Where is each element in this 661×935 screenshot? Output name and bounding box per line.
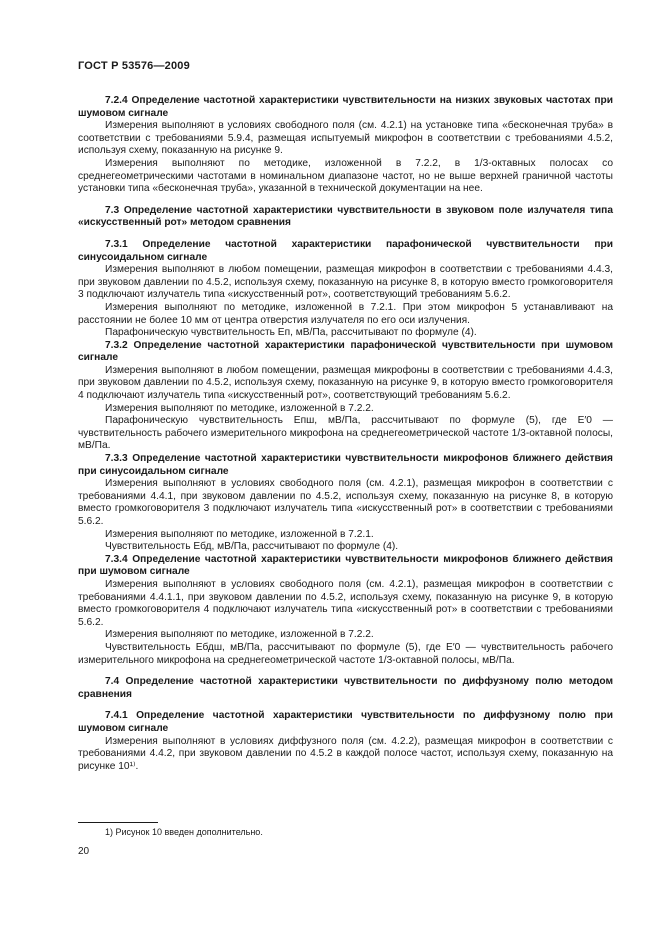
document-body <box>78 95 613 773</box>
paragraph: Парафоническую чувствительность Eпш, мВ/Па, рассчитывают по формуле (5), где E′0 — чувствительность рабочего измерительного микрофона на среднегеометрической частоте 1/3-октавной полосы, мВ/Па. <box>78 415 613 452</box>
paragraph: Измерения выполняют по методике, изложенной в 7.2.1. При этом микрофон 5 устанавливают на расстоянии не более 10 мм от центра отверстия излучателя по его оси излучения. <box>78 301 613 326</box>
paragraph: Измерения выполняют по методике, изложенной в 7.2.1. <box>105 528 374 540</box>
paragraph: Измерения выполняют в условиях свободного поля (см. 4.2.1), размещая микрофон в соответствии с требованиями 4.4.1, при звуковом давлении по 4.5.2, используя схему, показанную на рисунке 8, в которую вместо громкоговорителя 3 подключают излучатель типа «искусственный рот» в соответствии с требованиями 5.6.2. <box>78 478 613 527</box>
footnote-mark: 1) <box>105 827 114 837</box>
section-heading-7-3-3: 7.3.3 Определение частотной характеристики чувствительности микрофонов ближнего действия при синусоидальном сигнале <box>78 453 613 477</box>
paragraph: Чувствительность Eбдш, мВ/Па, рассчитывают по формуле (5), где E′0 — чувствительность рабочего измерительного микрофона на среднегеометрической частоте 1/3-октавной полосы, мВ/Па. <box>78 641 613 666</box>
section-heading-7-2-4: 7.2.4 Определение частотной характеристики чувствительности на низких звуковых частотах при шумовом сигнале <box>78 95 613 119</box>
paragraph: Измерения выполняют по методике, изложенной в 7.2.2. <box>105 629 374 641</box>
paragraph: Измерения выполняют по методике, изложенной в 7.2.2. <box>105 402 374 414</box>
paragraph: Чувствительность Eбд, мВ/Па, рассчитывают по формуле (4). <box>105 541 399 553</box>
section-heading-7-3-4: 7.3.4 Определение частотной характеристики чувствительности микрофонов ближнего действия при шумовом сигнале <box>78 553 613 578</box>
document-header: ГОСТ Р 53576—2009 <box>78 60 190 72</box>
section-heading-7-4: 7.4 Определение частотной характеристики чувствительности по диффузному полю методом сравнения <box>78 676 613 700</box>
footnote-divider <box>78 822 158 823</box>
footnote-text: Рисунок 10 введен дополнительно. <box>115 827 263 837</box>
section-heading-7-4-1: 7.4.1 Определение частотной характеристики чувствительности по диффузному полю при шумовом сигнале <box>78 710 613 734</box>
paragraph: Измерения выполняют в условиях диффузного поля (см. 4.2.2), размещая микрофон в соответствии с требованиями 4.4.2, при звуковом давлении по 4.5.2 в каждой полосе частот, используя схему, показанную на рисунке 10¹⁾. <box>78 735 613 772</box>
paragraph: Измерения выполняют по методике, изложенной в 7.2.2, в 1/3-октавных полосах со среднегеометрическими частотами в номинальном диапазоне частот, но не выше верхней граничной частоты установки типа «бесконечная труба», указанной в технической документации на нее. <box>78 157 613 195</box>
section-heading-7-3-2: 7.3.2 Определение частотной характеристики парафонической чувствительности при шумовом сигнале <box>78 339 613 364</box>
page-number: 20 <box>78 846 90 857</box>
paragraph: Измерения выполняют в любом помещении, размещая микрофон в соответствии с требованиями 4.4.3, при звуковом давлении по 4.5.2, используя схему, показанную на рисунке 8, в которую вместо громкоговорителя 3 подключают излучатель типа «искусственный рот», соответствующий требованиям 5.6.2. <box>78 264 613 301</box>
footnote <box>105 827 263 838</box>
section-heading-7-3-1: 7.3.1 Определение частотной характеристики парафонической чувствительности при синусоидальном сигнале <box>78 238 613 263</box>
section-heading-7-3: 7.3 Определение частотной характеристики чувствительности в звуковом поле излучателя типа «искусственный рот» методом сравнения <box>78 204 613 229</box>
paragraph: Измерения выполняют в условиях свободного поля (см. 4.2.1), размещая микрофон в соответствии с требованиями 4.4.1.1, при звуковом давлении по 4.5.2, используя схему, показанную на рисунке 9, в которую вместо громкоговорителя 4 подключают излучатель типа «искусственный рот» в соответствии с требованиями 5.6.2. <box>78 578 613 628</box>
paragraph: Измерения выполняют в любом помещении, размещая микрофоны в соответствии с требованиями 4.4.3, при звуковом давлении по 4.5.2, используя схему, показанную на рисунке 9, в которую вместо громкоговорителя 4 подключают излучатель типа «искусственный рот», соответствующий требованиям 5.6.2. <box>78 364 613 402</box>
paragraph: Измерения выполняют в условиях свободного поля (см. 4.2.1) на установке типа «бесконечная труба» в соответствии с требованиями 5.9.4, размещая испытуемый микрофон в соответствии с требованиями 4.5.2, используя схему, показанную на рисунке 9. <box>78 120 613 157</box>
paragraph: Парафоническую чувствительность Eп, мВ/Па, рассчитывают по формуле (4). <box>105 327 477 339</box>
